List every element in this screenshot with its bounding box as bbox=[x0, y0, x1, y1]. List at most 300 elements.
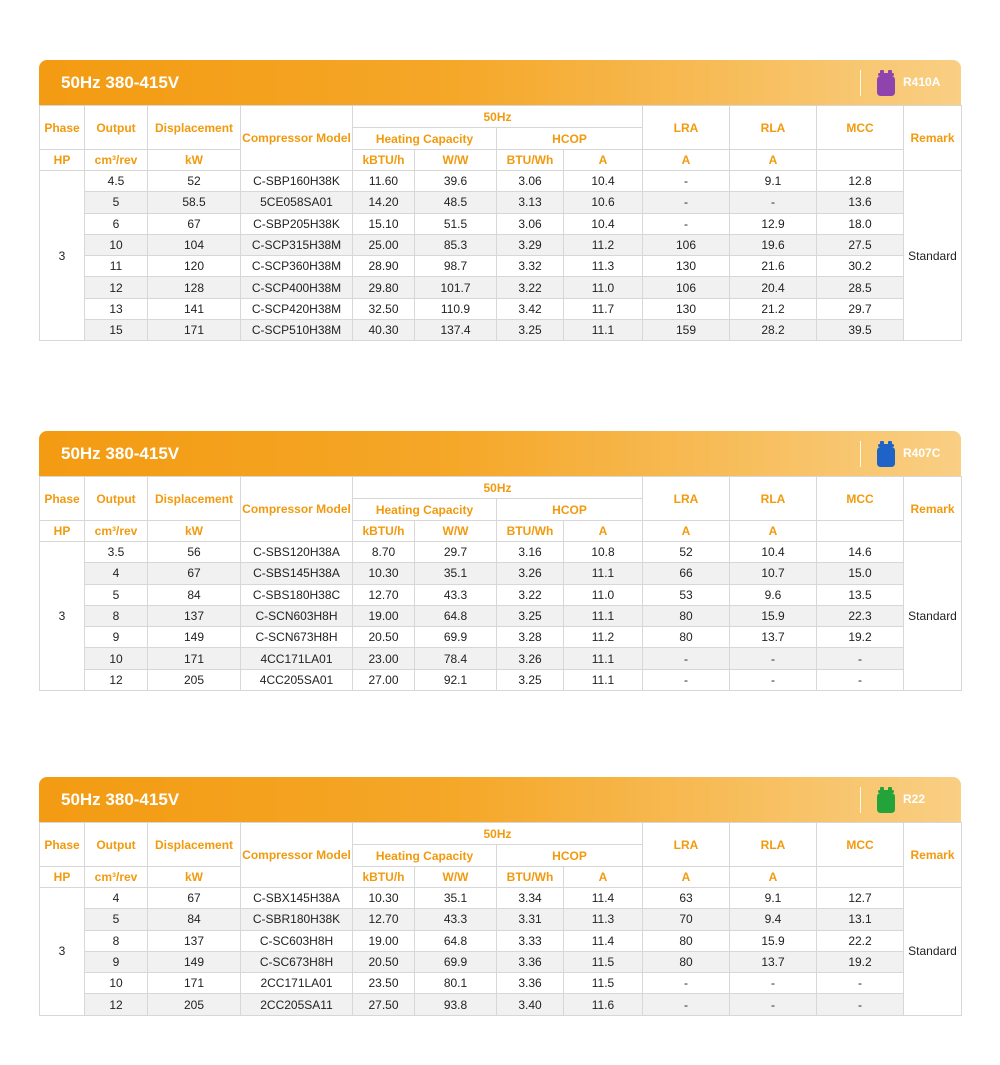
compressor-model-header: Compressor Model bbox=[241, 823, 353, 888]
model-cell: C-SCN603H8H bbox=[241, 605, 353, 626]
lra-cell: 66 bbox=[643, 563, 730, 584]
remark-cell: Standard bbox=[904, 542, 962, 691]
displacement-cell: 171 bbox=[148, 320, 241, 341]
ww-cell: 3.34 bbox=[497, 888, 564, 909]
rla-cell: - bbox=[730, 973, 817, 994]
rla-cell: 21.6 bbox=[730, 256, 817, 277]
banner-r22 bbox=[39, 777, 961, 822]
heating-capacity-header: Heating Capacity bbox=[353, 128, 497, 150]
kw-cell: 8.70 bbox=[353, 542, 415, 563]
lra-cell: 52 bbox=[643, 542, 730, 563]
displacement-header: Displacement bbox=[148, 106, 241, 150]
output-hp-cell: 5 bbox=[85, 909, 148, 930]
kw-cell: 10.30 bbox=[353, 888, 415, 909]
displacement-cell: 141 bbox=[148, 298, 241, 319]
mcc-cell: 13.1 bbox=[817, 909, 904, 930]
displacement-header: Displacement bbox=[148, 477, 241, 521]
table-row bbox=[40, 605, 962, 626]
rla-cell: 9.4 bbox=[730, 909, 817, 930]
mcc-cell: 12.7 bbox=[817, 888, 904, 909]
model-cell: 4CC171LA01 bbox=[241, 648, 353, 669]
displacement-cell: 84 bbox=[148, 584, 241, 605]
kbtu-cell: 98.7 bbox=[415, 256, 497, 277]
displacement-cell: 137 bbox=[148, 930, 241, 951]
kbtu-cell: 92.1 bbox=[415, 669, 497, 690]
output-hp-cell: 4.5 bbox=[85, 171, 148, 192]
displacement-header: Displacement bbox=[148, 823, 241, 867]
banner-divider bbox=[860, 70, 861, 96]
output-header: Output bbox=[85, 106, 148, 150]
phase-header: Phase bbox=[40, 106, 85, 150]
output-hp-cell: 9 bbox=[85, 627, 148, 648]
rla-cell: - bbox=[730, 648, 817, 669]
table-row bbox=[40, 213, 962, 234]
table-row bbox=[40, 627, 962, 648]
model-cell: C-SBR180H38K bbox=[241, 909, 353, 930]
rla-cell: 20.4 bbox=[730, 277, 817, 298]
unit-lra: A bbox=[564, 150, 643, 171]
remark-header: Remark bbox=[904, 823, 962, 888]
ww-cell: 3.25 bbox=[497, 605, 564, 626]
header-row bbox=[40, 477, 962, 499]
mcc-cell: 28.5 bbox=[817, 277, 904, 298]
phase-header: Phase bbox=[40, 477, 85, 521]
kw-cell: 25.00 bbox=[353, 234, 415, 255]
table-row bbox=[40, 951, 962, 972]
btuwh-cell: 11.5 bbox=[564, 973, 643, 994]
banner-r410a bbox=[39, 60, 961, 105]
mcc-cell: 39.5 bbox=[817, 320, 904, 341]
displacement-cell: 149 bbox=[148, 951, 241, 972]
model-cell: C-SC673H8H bbox=[241, 951, 353, 972]
kw-cell: 19.00 bbox=[353, 930, 415, 951]
rla-cell: 12.9 bbox=[730, 213, 817, 234]
output-hp-cell: 5 bbox=[85, 584, 148, 605]
kbtu-cell: 43.3 bbox=[415, 584, 497, 605]
ww-cell: 3.22 bbox=[497, 584, 564, 605]
phase-cell: 3 bbox=[40, 171, 85, 341]
output-hp-cell: 8 bbox=[85, 930, 148, 951]
rla-cell: 15.9 bbox=[730, 605, 817, 626]
ww-cell: 3.33 bbox=[497, 930, 564, 951]
displacement-cell: 58.5 bbox=[148, 192, 241, 213]
output-hp-cell: 3.5 bbox=[85, 542, 148, 563]
output-hp-cell: 13 bbox=[85, 298, 148, 319]
output-hp-cell: 10 bbox=[85, 234, 148, 255]
unit-kw: kW bbox=[148, 867, 241, 888]
ww-cell: 3.13 bbox=[497, 192, 564, 213]
btuwh-cell: 11.4 bbox=[564, 888, 643, 909]
unit-btuwh: BTU/Wh bbox=[497, 867, 564, 888]
kw-cell: 28.90 bbox=[353, 256, 415, 277]
kbtu-cell: 137.4 bbox=[415, 320, 497, 341]
unit-kbtu: kBTU/h bbox=[353, 150, 415, 171]
mcc-cell: 19.2 bbox=[817, 627, 904, 648]
ww-cell: 3.36 bbox=[497, 951, 564, 972]
model-cell: 2CC205SA11 bbox=[241, 994, 353, 1015]
lra-cell: 159 bbox=[643, 320, 730, 341]
output-hp-cell: 4 bbox=[85, 888, 148, 909]
mcc-cell: 13.5 bbox=[817, 584, 904, 605]
rla-header: RLA bbox=[730, 477, 817, 521]
ww-cell: 3.26 bbox=[497, 563, 564, 584]
output-header: Output bbox=[85, 823, 148, 867]
lra-cell: - bbox=[643, 213, 730, 234]
unit-rla: A bbox=[643, 521, 730, 542]
btuwh-cell: 11.1 bbox=[564, 605, 643, 626]
mcc-cell: 18.0 bbox=[817, 213, 904, 234]
model-cell: 2CC171LA01 bbox=[241, 973, 353, 994]
ww-cell: 3.26 bbox=[497, 648, 564, 669]
ww-cell: 3.42 bbox=[497, 298, 564, 319]
table-row bbox=[40, 888, 962, 909]
unit-displacement: cm³/rev bbox=[85, 150, 148, 171]
lra-header: LRA bbox=[643, 823, 730, 867]
ww-cell: 3.25 bbox=[497, 669, 564, 690]
heating-capacity-header: Heating Capacity bbox=[353, 845, 497, 867]
btuwh-cell: 11.1 bbox=[564, 648, 643, 669]
output-hp-cell: 9 bbox=[85, 951, 148, 972]
displacement-cell: 205 bbox=[148, 994, 241, 1015]
lra-cell: - bbox=[643, 192, 730, 213]
kbtu-cell: 35.1 bbox=[415, 888, 497, 909]
table-row bbox=[40, 994, 962, 1015]
rla-cell: 15.9 bbox=[730, 930, 817, 951]
output-hp-cell: 12 bbox=[85, 669, 148, 690]
hz-header: 50Hz bbox=[353, 106, 643, 128]
mcc-cell: 15.0 bbox=[817, 563, 904, 584]
units-row bbox=[40, 150, 962, 171]
displacement-cell: 67 bbox=[148, 563, 241, 584]
kw-cell: 10.30 bbox=[353, 563, 415, 584]
rla-cell: 28.2 bbox=[730, 320, 817, 341]
unit-hp: HP bbox=[40, 150, 85, 171]
table-row bbox=[40, 973, 962, 994]
kbtu-cell: 85.3 bbox=[415, 234, 497, 255]
kbtu-cell: 64.8 bbox=[415, 605, 497, 626]
kbtu-cell: 43.3 bbox=[415, 909, 497, 930]
mcc-cell: - bbox=[817, 669, 904, 690]
remark-header: Remark bbox=[904, 477, 962, 542]
table-row bbox=[40, 584, 962, 605]
mcc-cell: 27.5 bbox=[817, 234, 904, 255]
refrigerant-label: R407C bbox=[903, 446, 941, 460]
phase-cell: 3 bbox=[40, 542, 85, 691]
model-cell: C-SBP160H38K bbox=[241, 171, 353, 192]
ww-cell: 3.36 bbox=[497, 973, 564, 994]
displacement-cell: 171 bbox=[148, 973, 241, 994]
banner-title: 50Hz 380-415V bbox=[61, 444, 180, 463]
mcc-cell: 12.8 bbox=[817, 171, 904, 192]
mcc-cell: 14.6 bbox=[817, 542, 904, 563]
kbtu-cell: 48.5 bbox=[415, 192, 497, 213]
kbtu-cell: 51.5 bbox=[415, 213, 497, 234]
model-cell: C-SBS145H38A bbox=[241, 563, 353, 584]
heating-capacity-header: Heating Capacity bbox=[353, 499, 497, 521]
kbtu-cell: 78.4 bbox=[415, 648, 497, 669]
ww-cell: 3.25 bbox=[497, 320, 564, 341]
table-row bbox=[40, 171, 962, 192]
displacement-cell: 104 bbox=[148, 234, 241, 255]
kw-cell: 20.50 bbox=[353, 951, 415, 972]
btuwh-cell: 11.3 bbox=[564, 909, 643, 930]
lra-cell: 80 bbox=[643, 605, 730, 626]
btuwh-cell: 11.0 bbox=[564, 584, 643, 605]
spec-table-r22 bbox=[39, 822, 962, 1016]
table-row bbox=[40, 930, 962, 951]
table-row bbox=[40, 563, 962, 584]
kw-cell: 23.00 bbox=[353, 648, 415, 669]
btuwh-cell: 11.2 bbox=[564, 627, 643, 648]
model-cell: C-SCP360H38M bbox=[241, 256, 353, 277]
lra-cell: 63 bbox=[643, 888, 730, 909]
unit-btuwh: BTU/Wh bbox=[497, 521, 564, 542]
refrigerant-cylinder-icon bbox=[877, 70, 895, 96]
table-row bbox=[40, 298, 962, 319]
unit-btuwh: BTU/Wh bbox=[497, 150, 564, 171]
kw-cell: 23.50 bbox=[353, 973, 415, 994]
kw-cell: 19.00 bbox=[353, 605, 415, 626]
banner-divider bbox=[860, 441, 861, 467]
unit-mcc: A bbox=[730, 150, 817, 171]
rla-cell: 21.2 bbox=[730, 298, 817, 319]
lra-cell: 130 bbox=[643, 256, 730, 277]
output-hp-cell: 15 bbox=[85, 320, 148, 341]
mcc-cell: 29.7 bbox=[817, 298, 904, 319]
hcop-header: HCOP bbox=[497, 128, 643, 150]
lra-cell: - bbox=[643, 973, 730, 994]
model-cell: C-SBP205H38K bbox=[241, 213, 353, 234]
output-hp-cell: 12 bbox=[85, 994, 148, 1015]
model-cell: 5CE058SA01 bbox=[241, 192, 353, 213]
btuwh-cell: 10.4 bbox=[564, 213, 643, 234]
lra-cell: 80 bbox=[643, 951, 730, 972]
kw-cell: 12.70 bbox=[353, 909, 415, 930]
hz-header: 50Hz bbox=[353, 477, 643, 499]
model-cell: C-SCN673H8H bbox=[241, 627, 353, 648]
model-cell: C-SBS120H38A bbox=[241, 542, 353, 563]
banner-title: 50Hz 380-415V bbox=[61, 73, 180, 92]
rla-header: RLA bbox=[730, 106, 817, 150]
unit-rla: A bbox=[643, 150, 730, 171]
kw-cell: 11.60 bbox=[353, 171, 415, 192]
btuwh-cell: 11.1 bbox=[564, 563, 643, 584]
lra-cell: 80 bbox=[643, 627, 730, 648]
kw-cell: 12.70 bbox=[353, 584, 415, 605]
displacement-cell: 128 bbox=[148, 277, 241, 298]
lra-cell: 106 bbox=[643, 277, 730, 298]
table-row bbox=[40, 542, 962, 563]
output-hp-cell: 6 bbox=[85, 213, 148, 234]
unit-mcc: A bbox=[730, 521, 817, 542]
lra-cell: - bbox=[643, 171, 730, 192]
unit-displacement: cm³/rev bbox=[85, 867, 148, 888]
rla-cell: - bbox=[730, 669, 817, 690]
table-row bbox=[40, 234, 962, 255]
refrigerant-cylinder-icon bbox=[877, 441, 895, 467]
unit-hp: HP bbox=[40, 867, 85, 888]
rla-cell: 13.7 bbox=[730, 627, 817, 648]
unit-ww: W/W bbox=[415, 150, 497, 171]
refrigerant-label: R410A bbox=[903, 75, 941, 89]
spec-table-r407c bbox=[39, 476, 962, 691]
output-header: Output bbox=[85, 477, 148, 521]
ww-cell: 3.32 bbox=[497, 256, 564, 277]
ww-cell: 3.06 bbox=[497, 171, 564, 192]
kw-cell: 27.00 bbox=[353, 669, 415, 690]
model-cell: C-SBS180H38C bbox=[241, 584, 353, 605]
displacement-cell: 205 bbox=[148, 669, 241, 690]
unit-kbtu: kBTU/h bbox=[353, 867, 415, 888]
mcc-cell: 22.3 bbox=[817, 605, 904, 626]
compressor-model-header: Compressor Model bbox=[241, 106, 353, 171]
unit-kw: kW bbox=[148, 150, 241, 171]
refrigerant-label: R22 bbox=[903, 792, 926, 806]
model-cell: 4CC205SA01 bbox=[241, 669, 353, 690]
unit-hp: HP bbox=[40, 521, 85, 542]
hz-header: 50Hz bbox=[353, 823, 643, 845]
remark-cell: Standard bbox=[904, 171, 962, 341]
output-hp-cell: 4 bbox=[85, 563, 148, 584]
kbtu-cell: 93.8 bbox=[415, 994, 497, 1015]
kw-cell: 40.30 bbox=[353, 320, 415, 341]
displacement-cell: 84 bbox=[148, 909, 241, 930]
ww-cell: 3.22 bbox=[497, 277, 564, 298]
lra-cell: 106 bbox=[643, 234, 730, 255]
table-row bbox=[40, 909, 962, 930]
rla-cell: 9.1 bbox=[730, 888, 817, 909]
remark-header: Remark bbox=[904, 106, 962, 171]
table-row bbox=[40, 669, 962, 690]
kbtu-cell: 35.1 bbox=[415, 563, 497, 584]
model-cell: C-SCP400H38M bbox=[241, 277, 353, 298]
displacement-cell: 171 bbox=[148, 648, 241, 669]
rla-cell: 19.6 bbox=[730, 234, 817, 255]
btuwh-cell: 11.0 bbox=[564, 277, 643, 298]
lra-cell: 70 bbox=[643, 909, 730, 930]
mcc-cell: - bbox=[817, 648, 904, 669]
mcc-header: MCC bbox=[817, 477, 904, 521]
ww-cell: 3.06 bbox=[497, 213, 564, 234]
unit-ww: W/W bbox=[415, 867, 497, 888]
btuwh-cell: 11.1 bbox=[564, 669, 643, 690]
output-hp-cell: 8 bbox=[85, 605, 148, 626]
lra-cell: 80 bbox=[643, 930, 730, 951]
model-cell: C-SC603H8H bbox=[241, 930, 353, 951]
output-hp-cell: 10 bbox=[85, 973, 148, 994]
btuwh-cell: 11.1 bbox=[564, 320, 643, 341]
mcc-cell: 30.2 bbox=[817, 256, 904, 277]
btuwh-cell: 10.8 bbox=[564, 542, 643, 563]
lra-cell: - bbox=[643, 669, 730, 690]
btuwh-cell: 11.5 bbox=[564, 951, 643, 972]
unit-rla: A bbox=[643, 867, 730, 888]
rla-cell: - bbox=[730, 192, 817, 213]
mcc-header: MCC bbox=[817, 823, 904, 867]
lra-cell: 53 bbox=[643, 584, 730, 605]
units-row bbox=[40, 867, 962, 888]
kw-cell: 27.50 bbox=[353, 994, 415, 1015]
rla-cell: 9.6 bbox=[730, 584, 817, 605]
phase-header: Phase bbox=[40, 823, 85, 867]
hcop-header: HCOP bbox=[497, 499, 643, 521]
kbtu-cell: 101.7 bbox=[415, 277, 497, 298]
unit-lra: A bbox=[564, 521, 643, 542]
kbtu-cell: 69.9 bbox=[415, 627, 497, 648]
unit-kbtu: kBTU/h bbox=[353, 521, 415, 542]
rla-cell: 10.4 bbox=[730, 542, 817, 563]
table-row bbox=[40, 192, 962, 213]
mcc-cell: - bbox=[817, 973, 904, 994]
lra-cell: 130 bbox=[643, 298, 730, 319]
banner-r407c bbox=[39, 431, 961, 476]
rla-cell: 10.7 bbox=[730, 563, 817, 584]
kbtu-cell: 80.1 bbox=[415, 973, 497, 994]
displacement-cell: 149 bbox=[148, 627, 241, 648]
mcc-cell: 19.2 bbox=[817, 951, 904, 972]
banner-title: 50Hz 380-415V bbox=[61, 790, 180, 809]
btuwh-cell: 11.7 bbox=[564, 298, 643, 319]
mcc-cell: - bbox=[817, 994, 904, 1015]
table-row bbox=[40, 320, 962, 341]
table-row bbox=[40, 648, 962, 669]
mcc-cell: 22.2 bbox=[817, 930, 904, 951]
rla-cell: 9.1 bbox=[730, 171, 817, 192]
kbtu-cell: 110.9 bbox=[415, 298, 497, 319]
kw-cell: 15.10 bbox=[353, 213, 415, 234]
rla-cell: - bbox=[730, 994, 817, 1015]
rla-header: RLA bbox=[730, 823, 817, 867]
displacement-cell: 52 bbox=[148, 171, 241, 192]
btuwh-cell: 10.4 bbox=[564, 171, 643, 192]
rla-cell: 13.7 bbox=[730, 951, 817, 972]
refrigerant-cylinder-icon bbox=[877, 787, 895, 813]
model-cell: C-SCP510H38M bbox=[241, 320, 353, 341]
kw-cell: 29.80 bbox=[353, 277, 415, 298]
btuwh-cell: 10.6 bbox=[564, 192, 643, 213]
ww-cell: 3.16 bbox=[497, 542, 564, 563]
hcop-header: HCOP bbox=[497, 845, 643, 867]
kw-cell: 14.20 bbox=[353, 192, 415, 213]
kbtu-cell: 64.8 bbox=[415, 930, 497, 951]
unit-kw: kW bbox=[148, 521, 241, 542]
ww-cell: 3.29 bbox=[497, 234, 564, 255]
output-hp-cell: 11 bbox=[85, 256, 148, 277]
phase-cell: 3 bbox=[40, 888, 85, 1016]
unit-lra: A bbox=[564, 867, 643, 888]
kbtu-cell: 69.9 bbox=[415, 951, 497, 972]
mcc-cell: 13.6 bbox=[817, 192, 904, 213]
remark-cell: Standard bbox=[904, 888, 962, 1016]
unit-displacement: cm³/rev bbox=[85, 521, 148, 542]
lra-header: LRA bbox=[643, 477, 730, 521]
ww-cell: 3.31 bbox=[497, 909, 564, 930]
unit-mcc: A bbox=[730, 867, 817, 888]
banner-divider bbox=[860, 787, 861, 813]
model-cell: C-SCP420H38M bbox=[241, 298, 353, 319]
kw-cell: 20.50 bbox=[353, 627, 415, 648]
spec-table-r410a bbox=[39, 105, 962, 341]
output-hp-cell: 12 bbox=[85, 277, 148, 298]
units-row bbox=[40, 521, 962, 542]
ww-cell: 3.28 bbox=[497, 627, 564, 648]
displacement-cell: 56 bbox=[148, 542, 241, 563]
btuwh-cell: 11.3 bbox=[564, 256, 643, 277]
kbtu-cell: 39.6 bbox=[415, 171, 497, 192]
lra-header: LRA bbox=[643, 106, 730, 150]
mcc-header: MCC bbox=[817, 106, 904, 150]
unit-ww: W/W bbox=[415, 521, 497, 542]
